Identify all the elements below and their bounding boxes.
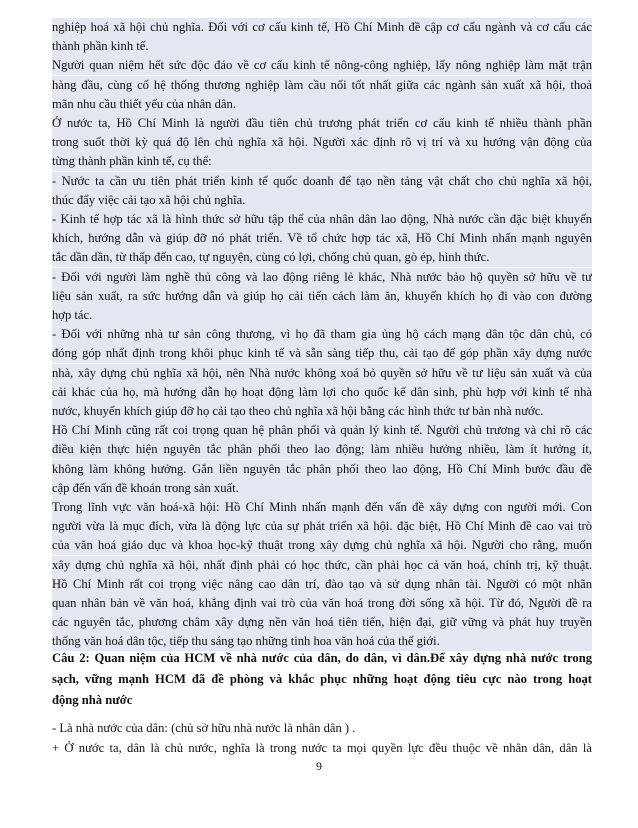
text-line: điều kiện thực hiện nguyên tắc phân phối theo lao động; làm nhiều hưởng nhiều, làm ít hưởng ít, [52,442,592,457]
text-line: nước, khuyến khích giúp đỡ họ cải tạo theo chủ nghĩa xã hội bằng các hình thức tư bản nhà nước. [52,404,544,418]
text-line: tắc dần dần, từ thấp đến cao, tự nguyện, cùng có lợi, chống chủ quan, gò ép, hình thức. [52,250,490,265]
text-line: xây dựng chủ nghĩa xã hội, nhất định phải có học thức, cần phải học cả văn hoá, chính trị, kỹ thuật. [52,557,592,572]
question-line: động nhà nước [52,693,133,707]
text-line: - Nước ta cần ưu tiên phát triển kinh tế quốc doanh để tạo nền tảng vật chất cho chủ nghĩa xã hội, [52,173,592,188]
text-line: khích, hướng dẫn và giúp đỡ nó phát triển. Về tổ chức hợp tác xã, Hồ Chí Minh nhấn mạnh nguyên [52,231,592,246]
text-line: - Đối với người làm nghề thủ công và lao động riêng lẻ khác, Nhà nước bảo hộ quyền sở hữu về tư [52,269,592,284]
text-line: quan nhân bản về văn hoá, khẳng định vai trò của văn hoá trong đời sống xã hội. Từ đó, Người đề ra [52,596,592,610]
body-line: - Là nhà nước của dân: (chủ sở hữu nhà nước là nhân dân ) . [52,721,356,735]
text-line: người vừa là mục đích, vừa là động lực của sự phát triển xã hội. đặc biệt, Hồ Chí Minh đề cao vai trò [52,519,592,534]
text-line: mãn nhu cầu thiết yếu của nhân dân. [52,96,236,111]
text-line: liệu sản xuất, ra sức hướng dẫn và giúp họ cải tiến cách làm ăn, khuyến khích họ đi vào con đường [52,288,592,303]
text-line: đóng góp nhất định trong khôi phục kinh tế và sẵn sàng tiếp thu, cải tạo để góp phần xây dựng nước [52,346,592,361]
question-line: sạch, vững mạnh HCM đã đề phòng và khắc phục những hoạt động tiêu cực nào trong hoạt [52,672,592,686]
text-line: các nguyên tắc, phương châm xây dựng nền văn hoá tiên tiến, hiện đại, giữ vững và phát huy truyền [52,615,592,630]
text-line: của văn hoá giáo dục và khoa học-kỹ thuật trong xây dựng chủ nghĩa xã hội. Người cho rằng, muốn [52,538,592,553]
text-line: cải khác của họ, mà hướng dẫn họ hoạt động làm lợi cho quốc kế dân sinh, phù hợp với kinh tế nhà [52,384,592,399]
question-line: Câu 2: Quan niệm của HCM về nhà nước của dân, do dân, vì dân.Để xây dựng nhà nước trong [52,651,592,665]
text-line: Trong lĩnh vực văn hoá-xã hội: Hồ Chí Minh nhấn mạnh đến vấn đề xây dựng con người mới. Con [52,500,592,514]
text-line: trong suốt thời kỳ quá độ lên chủ nghĩa xã hội. Người xác định rõ vị trí và xu hướng vận động của [52,135,592,150]
text-line: thống văn hoá dân tộc, tiếp thu sáng tạo những tinh hoa văn hoá của thế giới. [52,634,440,649]
text-line: nhà, xây dựng chủ nghĩa xã hội, nên Nhà nước không xoá bỏ quyền sở hữu về tư liệu sản xuất và của [52,365,592,380]
text-line: hàng đầu, cùng cố hệ thống thương nghiệp làm cầu nối tốt nhất giữa các ngành sản xuất xã hội, thoả [52,77,592,92]
text-line: - Đối với những nhà tư sản công thương, vì họ đã tham gia ủng hộ cách mạng dân tộc dân chủ, có [52,327,592,342]
page-number: 9 [316,759,322,773]
text-line: không làm không hưởng. Gắn liền nguyên tắc phân phối theo lao động, Hồ Chí Minh bước đầu đề [52,461,592,476]
text-line: từng thành phần kinh tế, cụ thể: [52,154,212,169]
text-line: nghiệp hoá xã hội chủ nghĩa. Đối với cơ cấu kinh tế, Hồ Chí Minh đề cập cơ cấu ngành và cơ cấu các [52,20,592,34]
text-line: Hồ Chí Minh cũng rất coi trọng quan hệ phân phối và quản lý kinh tế. Người chủ trương và chỉ rõ các [52,423,592,438]
text-line: hợp tác. [52,308,93,322]
body-line: + Ở nước ta, dân là chủ nước, nghĩa là trong nước ta mọi quyền lực đều thuộc về nhân dân, dân là [52,741,592,755]
text-line: cập đến vấn đề khoán trong sản xuất. [52,480,239,495]
text-line: thành phần kinh tế. [52,39,149,54]
text-line: Người quan niệm hết sức độc đáo về cơ cấu kinh tế nông-công nghiệp, lấy nông nghiệp làm mặt trận [52,58,592,73]
text-line: Ở nước ta, Hồ Chí Minh là người đầu tiên chủ trương phát triển cơ cấu kinh tế nhiều thành phần [52,116,592,130]
text-line: Hồ Chí Minh rất coi trọng việc nâng cao dân trí, đào tạo và sử dụng nhân tài. Người có một nhãn [52,576,592,591]
text-line: thúc đẩy việc cải tạo xã hội chủ nghĩa. [52,192,246,207]
text-line: - Kinh tế hợp tác xã là hình thức sở hữu tập thể của nhân dân lao động, Nhà nước cần đặc biệt khuyến [52,212,592,226]
